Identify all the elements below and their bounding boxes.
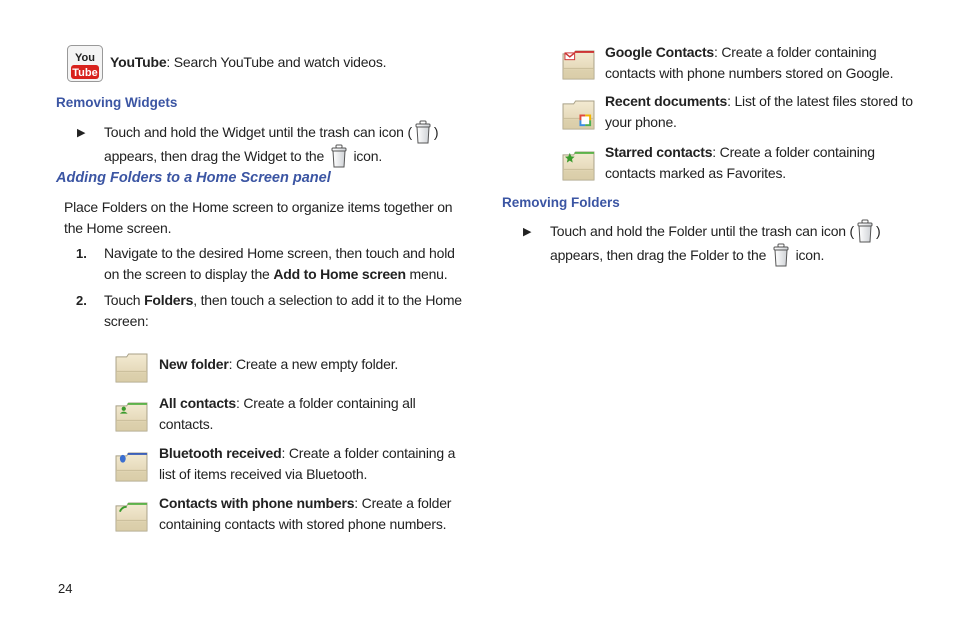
trash-can-icon xyxy=(330,144,348,168)
google-contacts-folder-icon xyxy=(562,50,595,83)
folder-desc: : Create a folder containing a xyxy=(281,445,456,461)
step-2-number: 2. xyxy=(76,293,87,308)
phone-contacts-folder-icon xyxy=(115,502,148,535)
folder-item-bluetooth xyxy=(159,443,469,485)
folder-desc-2: list of items received via Bluetooth. xyxy=(159,466,368,482)
bullet-icon: ▶ xyxy=(77,127,86,139)
step-2-b: , then touch a selection to add it to the Home xyxy=(193,292,462,308)
folder-item-new xyxy=(159,354,469,375)
folder-name: All contacts xyxy=(159,395,236,411)
folder-item-all-contacts xyxy=(159,393,469,435)
folder-name: Google Contacts xyxy=(605,44,715,60)
youtube-logo-tube: Tube xyxy=(72,67,98,79)
youtube-desc: : Search YouTube and watch videos. xyxy=(166,54,387,70)
removing-widgets-text-1: Touch and hold the Widget until the trash can icon ( xyxy=(104,124,412,140)
folder-desc: : Create a folder containing xyxy=(712,144,875,160)
removing-folders-text-2: ) xyxy=(876,223,881,239)
starred-contacts-folder-icon xyxy=(562,151,595,184)
folder-desc: : Create a folder containing all xyxy=(235,395,416,411)
step-2-a: Touch xyxy=(104,292,145,308)
folder-desc-2: containing contacts with stored phone numbers. xyxy=(159,516,447,532)
step-1-line-2a: on the screen to display the xyxy=(104,266,274,282)
removing-folders-text-3: appears, then drag the Folder to the xyxy=(550,247,767,263)
folder-desc: : Create a folder containing xyxy=(714,44,877,60)
removing-widgets-text-3: appears, then drag the Widget to the xyxy=(104,148,325,164)
folder-name: New folder xyxy=(159,356,229,372)
bullet-icon: ▶ xyxy=(523,226,532,238)
removing-widgets-step xyxy=(104,120,464,168)
folder-desc-2: your phone. xyxy=(605,114,677,130)
folder-name: Starred contacts xyxy=(605,144,713,160)
youtube-name: YouTube xyxy=(110,54,167,70)
intro-line-2: the Home screen. xyxy=(64,220,172,236)
folder-name: Recent documents xyxy=(605,93,728,109)
page-number: 24 xyxy=(58,581,73,596)
step-1-bold: Add to Home screen xyxy=(273,266,406,282)
step-1-text xyxy=(104,243,464,285)
step-2-bold: Folders xyxy=(144,292,194,308)
folder-icon xyxy=(115,353,148,386)
removing-widgets-heading: Removing Widgets xyxy=(56,95,178,110)
contacts-folder-icon xyxy=(115,402,148,435)
youtube-icon xyxy=(67,45,103,82)
folder-desc-2: contacts marked as Favorites. xyxy=(605,165,786,181)
trash-can-icon xyxy=(414,120,432,144)
recent-documents-folder-icon xyxy=(562,100,595,133)
step-1-number: 1. xyxy=(76,246,87,261)
folder-name: Bluetooth received xyxy=(159,445,282,461)
folder-item-google-contacts xyxy=(605,42,925,84)
step-1-line-2b: menu. xyxy=(405,266,448,282)
folder-desc-2: contacts with phone numbers stored on Google. xyxy=(605,65,894,81)
trash-can-icon xyxy=(772,243,790,267)
removing-folders-heading: Removing Folders xyxy=(502,195,620,210)
folder-item-recent-documents xyxy=(605,91,925,133)
removing-folders-text-1: Touch and hold the Folder until the trash can icon ( xyxy=(550,223,855,239)
folder-item-starred-contacts xyxy=(605,142,925,184)
removing-folders-text-4: icon. xyxy=(795,247,825,263)
adding-folders-heading: Adding Folders to a Home Screen panel xyxy=(56,170,331,186)
trash-can-icon xyxy=(856,219,874,243)
removing-widgets-text-4: icon. xyxy=(353,148,383,164)
removing-folders-step xyxy=(550,219,930,267)
youtube-logo-you: You xyxy=(75,52,95,64)
folder-name: Contacts with phone numbers xyxy=(159,495,355,511)
bluetooth-folder-icon xyxy=(115,452,148,485)
folder-item-phone-contacts xyxy=(159,493,479,535)
step-2-line-2: screen: xyxy=(104,313,149,329)
folder-desc: : Create a folder xyxy=(354,495,452,511)
removing-widgets-text-2: ) xyxy=(433,124,439,140)
adding-folders-intro xyxy=(64,197,464,239)
folder-desc-2: contacts. xyxy=(159,416,214,432)
folder-desc: : List of the latest files stored to xyxy=(727,93,913,109)
folder-desc: : Create a new empty folder. xyxy=(228,356,399,372)
step-1-line-1: Navigate to the desired Home screen, then touch and hold xyxy=(104,245,455,261)
step-2-text xyxy=(104,290,464,332)
intro-line-1: Place Folders on the Home screen to organize items together on xyxy=(64,199,453,215)
youtube-item xyxy=(110,52,386,73)
